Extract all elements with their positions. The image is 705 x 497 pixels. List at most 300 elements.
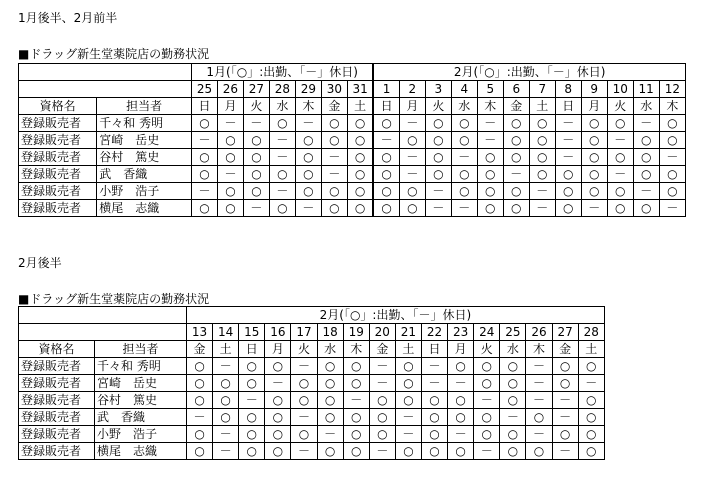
- weekday-cell: 金: [503, 98, 529, 115]
- blank-header-cell: [19, 307, 187, 324]
- shift-cell: ○: [239, 443, 265, 460]
- shift-cell: ○: [295, 132, 321, 149]
- shift-cell: ○: [633, 166, 659, 183]
- shift-cell: －: [369, 358, 395, 375]
- shift-cell: ○: [243, 166, 269, 183]
- date-row: [19, 324, 605, 341]
- shift-cell: ○: [187, 426, 213, 443]
- shift-cell: ○: [191, 200, 217, 217]
- shift-cell: －: [217, 115, 243, 132]
- shift-cell: ○: [291, 392, 317, 409]
- shift-cell: －: [421, 375, 447, 392]
- shift-cell: ○: [581, 183, 607, 200]
- month-group-header: 2月(「○」:出勤、「－」休日): [187, 307, 605, 324]
- weekday-cell: 火: [425, 98, 451, 115]
- weekday-cell: 土: [213, 341, 239, 358]
- shift-cell: －: [191, 183, 217, 200]
- date-cell: 24: [474, 324, 500, 341]
- weekday-cell: 水: [317, 341, 343, 358]
- date-cell: 6: [503, 81, 529, 98]
- shift-cell: ○: [265, 392, 291, 409]
- shift-cell: －: [474, 392, 500, 409]
- shift-cell: －: [317, 426, 343, 443]
- staff-name-cell: 宮崎 岳史: [97, 132, 192, 149]
- date-cell: 10: [607, 81, 633, 98]
- weekday-cell: 土: [395, 341, 421, 358]
- date-cell: 9: [581, 81, 607, 98]
- shift-cell: ○: [243, 132, 269, 149]
- shift-cell: ○: [503, 183, 529, 200]
- date-cell: 19: [343, 324, 369, 341]
- date-cell: 22: [421, 324, 447, 341]
- shift-cell: ○: [317, 409, 343, 426]
- section1-title: ■ドラッグ新生堂薬院店の勤務状況: [18, 47, 210, 61]
- weekday-cell: 水: [500, 341, 526, 358]
- staff-header: 担当者: [95, 341, 187, 358]
- shift-cell: ○: [503, 149, 529, 166]
- shift-cell: －: [343, 392, 369, 409]
- shift-cell: ○: [191, 115, 217, 132]
- weekday-cell: 日: [555, 98, 581, 115]
- weekday-cell: 水: [451, 98, 477, 115]
- date-cell: 21: [395, 324, 421, 341]
- shift-cell: ○: [347, 149, 373, 166]
- shift-cell: ○: [581, 132, 607, 149]
- shift-cell: ○: [239, 375, 265, 392]
- date-cell: 31: [347, 81, 373, 98]
- shift-cell: －: [321, 149, 347, 166]
- date-cell: 27: [552, 324, 578, 341]
- qualification-cell: 登録販売者: [19, 115, 97, 132]
- weekday-cell: 土: [578, 341, 604, 358]
- shift-cell: －: [295, 200, 321, 217]
- qualification-cell: 登録販売者: [19, 409, 95, 426]
- shift-cell: －: [633, 183, 659, 200]
- qualification-cell: 登録販売者: [19, 358, 95, 375]
- shift-cell: ○: [295, 183, 321, 200]
- shift-cell: ○: [239, 358, 265, 375]
- staff-row: [19, 443, 605, 460]
- qualification-cell: 登録販売者: [19, 149, 97, 166]
- shift-cell: ○: [581, 149, 607, 166]
- date-cell: 26: [526, 324, 552, 341]
- date-cell: 23: [448, 324, 474, 341]
- weekday-cell: 金: [552, 341, 578, 358]
- shift-cell: ○: [317, 392, 343, 409]
- shift-cell: ○: [633, 200, 659, 217]
- shift-cell: ○: [477, 200, 503, 217]
- date-cell: 4: [451, 81, 477, 98]
- shift-cell: －: [503, 166, 529, 183]
- shift-cell: ○: [187, 392, 213, 409]
- shift-cell: ○: [343, 375, 369, 392]
- shift-cell: ○: [187, 358, 213, 375]
- shift-cell: －: [395, 409, 421, 426]
- shift-cell: ○: [659, 132, 685, 149]
- shift-cell: －: [552, 392, 578, 409]
- qualification-cell: 登録販売者: [19, 200, 97, 217]
- shift-cell: ○: [421, 409, 447, 426]
- staff-name-cell: 横尾 志織: [95, 443, 187, 460]
- staff-row: [19, 392, 605, 409]
- shift-cell: －: [369, 375, 395, 392]
- shift-cell: －: [477, 115, 503, 132]
- shift-cell: －: [395, 426, 421, 443]
- date-cell: 2: [399, 81, 425, 98]
- shift-cell: －: [239, 392, 265, 409]
- shift-cell: －: [187, 409, 213, 426]
- shift-cell: －: [555, 149, 581, 166]
- shift-cell: ○: [343, 409, 369, 426]
- weekday-cell: 火: [607, 98, 633, 115]
- shift-cell: ○: [607, 200, 633, 217]
- shift-cell: ○: [474, 409, 500, 426]
- qualification-cell: 登録販売者: [19, 443, 95, 460]
- shift-cell: ○: [269, 115, 295, 132]
- shift-cell: －: [526, 358, 552, 375]
- shift-cell: －: [607, 166, 633, 183]
- staff-name-cell: 千々和 秀明: [95, 358, 187, 375]
- shift-cell: ○: [217, 132, 243, 149]
- staff-row: [19, 183, 686, 200]
- date-cell: 1: [373, 81, 399, 98]
- shift-cell: －: [291, 443, 317, 460]
- shift-cell: ○: [239, 426, 265, 443]
- date-cell: 18: [317, 324, 343, 341]
- weekday-cell: 木: [659, 98, 685, 115]
- shift-cell: ○: [369, 426, 395, 443]
- weekday-cell: 日: [239, 341, 265, 358]
- shift-cell: ○: [373, 200, 399, 217]
- shift-cell: ○: [500, 443, 526, 460]
- shift-cell: －: [291, 358, 317, 375]
- weekday-cell: 日: [191, 98, 217, 115]
- shift-cell: －: [269, 149, 295, 166]
- shift-cell: ○: [269, 200, 295, 217]
- header-group-row: [19, 64, 686, 81]
- shift-cell: ○: [633, 149, 659, 166]
- shift-cell: ○: [474, 426, 500, 443]
- shift-cell: －: [451, 200, 477, 217]
- shift-cell: －: [578, 375, 604, 392]
- shift-cell: －: [217, 166, 243, 183]
- shift-cell: ○: [607, 115, 633, 132]
- date-cell: 17: [291, 324, 317, 341]
- shift-cell: ○: [503, 115, 529, 132]
- shift-cell: ○: [503, 200, 529, 217]
- shift-cell: －: [213, 443, 239, 460]
- shift-cell: ○: [265, 443, 291, 460]
- shift-cell: ○: [500, 426, 526, 443]
- shift-cell: ○: [343, 358, 369, 375]
- shift-cell: ○: [373, 183, 399, 200]
- date-row: [19, 81, 686, 98]
- blank-header-cell: [19, 64, 192, 81]
- shift-cell: ○: [399, 132, 425, 149]
- shift-cell: ○: [552, 358, 578, 375]
- shift-cell: ○: [187, 375, 213, 392]
- shift-cell: ○: [607, 149, 633, 166]
- shift-cell: ○: [347, 200, 373, 217]
- shift-cell: －: [425, 200, 451, 217]
- shift-cell: ○: [213, 409, 239, 426]
- shift-cell: ○: [578, 392, 604, 409]
- shift-cell: ○: [529, 166, 555, 183]
- weekday-cell: 木: [477, 98, 503, 115]
- staff-name-cell: 谷村 篤史: [97, 149, 192, 166]
- shift-cell: ○: [213, 375, 239, 392]
- staff-name-cell: 千々和 秀明: [97, 115, 192, 132]
- shift-cell: ○: [448, 358, 474, 375]
- shift-cell: ○: [265, 409, 291, 426]
- shift-cell: －: [526, 426, 552, 443]
- shift-cell: －: [213, 426, 239, 443]
- shift-cell: －: [529, 200, 555, 217]
- date-cell: 16: [265, 324, 291, 341]
- shift-cell: ○: [217, 149, 243, 166]
- shift-cell: ○: [578, 358, 604, 375]
- shift-cell: ○: [581, 166, 607, 183]
- weekday-cell: 水: [633, 98, 659, 115]
- shift-cell: ○: [425, 149, 451, 166]
- shift-cell: ○: [321, 200, 347, 217]
- shift-cell: －: [399, 166, 425, 183]
- staff-row: [19, 409, 605, 426]
- shift-cell: －: [633, 115, 659, 132]
- shift-cell: －: [373, 132, 399, 149]
- shift-cell: －: [321, 166, 347, 183]
- weekday-row: [19, 341, 605, 358]
- date-cell: 28: [269, 81, 295, 98]
- qualification-cell: 登録販売者: [19, 426, 95, 443]
- shift-cell: ○: [659, 166, 685, 183]
- weekday-cell: 土: [529, 98, 555, 115]
- schedule-table-feb-late: [18, 306, 605, 460]
- shift-cell: －: [269, 132, 295, 149]
- shift-cell: ○: [451, 115, 477, 132]
- shift-cell: ○: [578, 409, 604, 426]
- month-group-header: 2月(「○」:出勤、「－」休日): [373, 64, 685, 81]
- qualification-cell: 登録販売者: [19, 132, 97, 149]
- shift-cell: ○: [633, 132, 659, 149]
- staff-row: [19, 132, 686, 149]
- staff-name-cell: 谷村 篤史: [95, 392, 187, 409]
- shift-cell: －: [243, 115, 269, 132]
- shift-cell: ○: [317, 443, 343, 460]
- staff-name-cell: 宮崎 岳史: [95, 375, 187, 392]
- shift-cell: ○: [477, 183, 503, 200]
- shift-cell: ○: [474, 358, 500, 375]
- shift-cell: ○: [607, 183, 633, 200]
- shift-cell: ○: [578, 426, 604, 443]
- shift-cell: －: [474, 443, 500, 460]
- shift-cell: ○: [347, 132, 373, 149]
- shift-cell: ○: [555, 166, 581, 183]
- shift-cell: ○: [347, 166, 373, 183]
- shift-cell: －: [607, 132, 633, 149]
- shift-cell: ○: [243, 183, 269, 200]
- weekday-cell: 土: [347, 98, 373, 115]
- shift-cell: ○: [369, 409, 395, 426]
- date-cell: 5: [477, 81, 503, 98]
- shift-cell: －: [555, 132, 581, 149]
- weekday-cell: 火: [243, 98, 269, 115]
- staff-name-cell: 小野 浩子: [95, 426, 187, 443]
- date-cell: 25: [191, 81, 217, 98]
- shift-cell: ○: [503, 132, 529, 149]
- shift-cell: ○: [243, 149, 269, 166]
- weekday-cell: 月: [448, 341, 474, 358]
- shift-cell: ○: [526, 409, 552, 426]
- shift-cell: ○: [265, 426, 291, 443]
- shift-cell: ○: [395, 392, 421, 409]
- qualification-cell: 登録販売者: [19, 392, 95, 409]
- shift-cell: ○: [343, 443, 369, 460]
- weekday-cell: 月: [581, 98, 607, 115]
- shift-cell: －: [421, 358, 447, 375]
- date-cell: 25: [500, 324, 526, 341]
- shift-cell: ○: [347, 183, 373, 200]
- shift-cell: ○: [659, 115, 685, 132]
- date-cell: 7: [529, 81, 555, 98]
- shift-cell: ○: [395, 443, 421, 460]
- shift-cell: ○: [321, 115, 347, 132]
- weekday-cell: 金: [369, 341, 395, 358]
- shift-cell: ○: [421, 443, 447, 460]
- schedule-table-jan-feb: [18, 63, 686, 217]
- shift-cell: ○: [217, 200, 243, 217]
- shift-cell: ○: [529, 149, 555, 166]
- shift-cell: －: [581, 200, 607, 217]
- shift-cell: ○: [343, 426, 369, 443]
- shift-cell: ○: [451, 166, 477, 183]
- shift-cell: ○: [555, 200, 581, 217]
- shift-cell: ○: [291, 426, 317, 443]
- staff-row: [19, 149, 686, 166]
- date-cell: 28: [578, 324, 604, 341]
- shift-cell: ○: [448, 443, 474, 460]
- staff-header: 担当者: [97, 98, 192, 115]
- weekday-cell: 木: [526, 341, 552, 358]
- shift-cell: ○: [500, 358, 526, 375]
- shift-cell: －: [552, 443, 578, 460]
- weekday-cell: 火: [291, 341, 317, 358]
- qualification-header: 資格名: [19, 341, 95, 358]
- shift-cell: ○: [552, 375, 578, 392]
- shift-cell: ○: [425, 132, 451, 149]
- shift-cell: －: [451, 149, 477, 166]
- weekday-cell: 月: [217, 98, 243, 115]
- weekday-cell: 月: [265, 341, 291, 358]
- shift-cell: －: [399, 115, 425, 132]
- shift-cell: －: [526, 375, 552, 392]
- shift-cell: ○: [213, 392, 239, 409]
- staff-row: [19, 358, 605, 375]
- shift-cell: ○: [477, 166, 503, 183]
- date-cell: 12: [659, 81, 685, 98]
- date-cell: 30: [321, 81, 347, 98]
- shift-cell: ○: [347, 115, 373, 132]
- shift-cell: －: [213, 358, 239, 375]
- shift-cell: ○: [500, 392, 526, 409]
- qualification-cell: 登録販売者: [19, 166, 97, 183]
- shift-cell: ○: [555, 183, 581, 200]
- blank-header-cell: [19, 324, 187, 341]
- weekday-cell: 水: [269, 98, 295, 115]
- section2-heading: 2月後半: [18, 256, 62, 270]
- shift-cell: ○: [369, 392, 395, 409]
- shift-cell: ○: [295, 149, 321, 166]
- date-cell: 13: [187, 324, 213, 341]
- date-cell: 27: [243, 81, 269, 98]
- shift-cell: ○: [187, 443, 213, 460]
- date-cell: 14: [213, 324, 239, 341]
- shift-cell: －: [369, 443, 395, 460]
- shift-cell: ○: [395, 375, 421, 392]
- shift-cell: －: [552, 409, 578, 426]
- qualification-header: 資格名: [19, 98, 97, 115]
- shift-cell: ○: [395, 358, 421, 375]
- shift-cell: －: [295, 115, 321, 132]
- staff-row: [19, 426, 605, 443]
- shift-cell: ○: [373, 149, 399, 166]
- shift-cell: ○: [448, 409, 474, 426]
- shift-cell: －: [291, 409, 317, 426]
- shift-cell: ○: [421, 392, 447, 409]
- shift-cell: －: [526, 392, 552, 409]
- shift-cell: －: [243, 200, 269, 217]
- shift-cell: ○: [425, 166, 451, 183]
- shift-cell: ○: [269, 166, 295, 183]
- shift-cell: ○: [317, 375, 343, 392]
- staff-name-cell: 武 香織: [95, 409, 187, 426]
- shift-cell: ○: [295, 166, 321, 183]
- shift-cell: ○: [373, 166, 399, 183]
- weekday-cell: 火: [474, 341, 500, 358]
- date-cell: 29: [295, 81, 321, 98]
- staff-row: [19, 166, 686, 183]
- date-cell: 20: [369, 324, 395, 341]
- month-group-header: 1月(「○」:出勤、「－」休日): [191, 64, 373, 81]
- shift-cell: ○: [451, 183, 477, 200]
- weekday-cell: 金: [321, 98, 347, 115]
- shift-cell: ○: [317, 358, 343, 375]
- section1-heading: 1月後半、2月前半: [18, 11, 118, 25]
- weekday-cell: 金: [187, 341, 213, 358]
- shift-cell: －: [659, 200, 685, 217]
- weekday-row: [19, 98, 686, 115]
- weekday-cell: 木: [343, 341, 369, 358]
- shift-cell: －: [659, 149, 685, 166]
- staff-row: [19, 375, 605, 392]
- shift-cell: －: [425, 183, 451, 200]
- blank-header-cell: [19, 81, 192, 98]
- shift-cell: ○: [500, 375, 526, 392]
- weekday-cell: 月: [399, 98, 425, 115]
- date-cell: 3: [425, 81, 451, 98]
- shift-cell: －: [555, 115, 581, 132]
- date-cell: 15: [239, 324, 265, 341]
- shift-cell: －: [265, 375, 291, 392]
- shift-cell: ○: [477, 149, 503, 166]
- shift-cell: ○: [191, 166, 217, 183]
- staff-name-cell: 武 香織: [97, 166, 192, 183]
- date-cell: 26: [217, 81, 243, 98]
- qualification-cell: 登録販売者: [19, 375, 95, 392]
- staff-name-cell: 小野 浩子: [97, 183, 192, 200]
- shift-cell: ○: [399, 183, 425, 200]
- shift-cell: －: [529, 183, 555, 200]
